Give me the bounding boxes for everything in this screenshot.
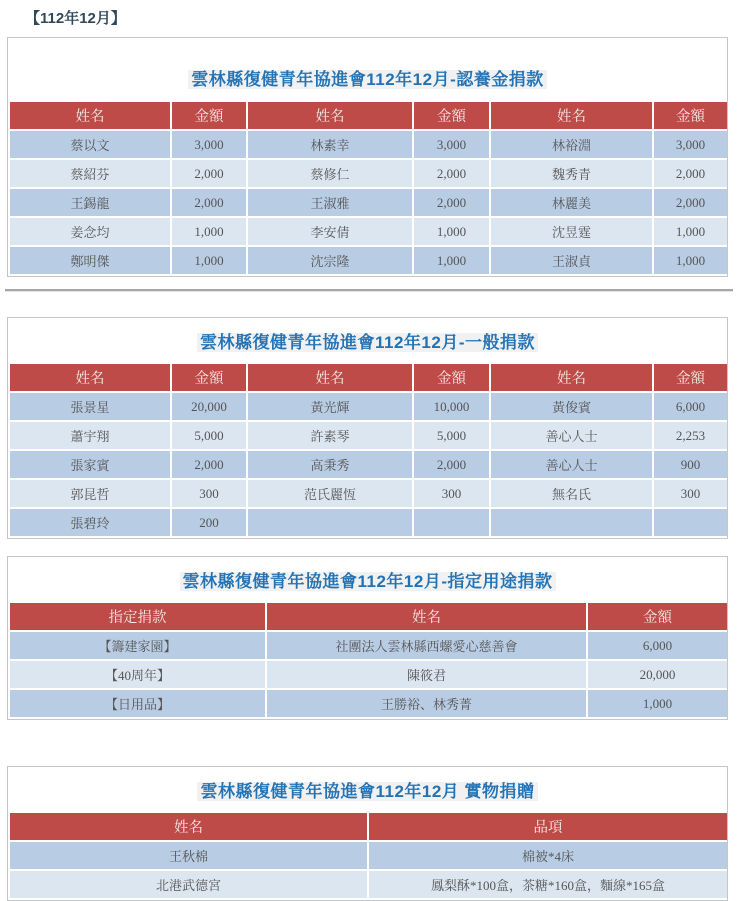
column-header: 姓名 — [248, 102, 412, 129]
table-cell — [491, 509, 652, 536]
table-title-text: 雲林縣復健青年協進會112年12月-一般捐款 — [197, 333, 538, 352]
column-header: 金額 — [172, 364, 246, 391]
table-cell: 2,000 — [172, 189, 246, 216]
table-cell: 王秋棉 — [10, 842, 367, 869]
table-row — [10, 451, 727, 478]
table-cell: 200 — [172, 509, 246, 536]
table-cell: 王淑雅 — [248, 189, 412, 216]
table-cell: 沈宗隆 — [248, 247, 412, 274]
table-cell: 張家賓 — [10, 451, 170, 478]
table-cell: 鄭明傑 — [10, 247, 170, 274]
table-row — [10, 160, 727, 187]
header-row — [10, 813, 727, 840]
table-cell: 20,000 — [588, 661, 727, 688]
table-cell: 2,000 — [654, 160, 727, 187]
table-cell: 張碧玲 — [10, 509, 170, 536]
column-header: 金額 — [588, 603, 727, 630]
table-cell: 王勝裕、林秀菁 — [267, 690, 586, 717]
table-cell: 2,000 — [172, 160, 246, 187]
table-cell: 張景星 — [10, 393, 170, 420]
table-cell — [654, 509, 727, 536]
table-cell: 300 — [172, 480, 246, 507]
column-header: 姓名 — [10, 102, 170, 129]
table-cell: 6,000 — [654, 393, 727, 420]
column-header: 姓名 — [10, 364, 170, 391]
table-cell: 300 — [654, 480, 727, 507]
column-header: 姓名 — [267, 603, 586, 630]
adoption-donation-table — [8, 100, 729, 276]
table-cell: 1,000 — [654, 247, 727, 274]
table-cell: 林素幸 — [248, 131, 412, 158]
table-cell: 無名氏 — [491, 480, 652, 507]
designated-donation-section — [7, 556, 728, 720]
table-row — [10, 247, 727, 274]
general-donation-table — [8, 362, 729, 538]
table-cell: 北港武德宮 — [10, 871, 367, 898]
table-cell: 3,000 — [414, 131, 489, 158]
table-cell: 6,000 — [588, 632, 727, 659]
table-cell: 5,000 — [414, 422, 489, 449]
table-cell: 蕭宇翔 — [10, 422, 170, 449]
table-cell: 3,000 — [654, 131, 727, 158]
in-kind-donation-section — [7, 766, 728, 901]
table-cell: 1,000 — [172, 218, 246, 245]
table-cell: 黃俊賓 — [491, 393, 652, 420]
table-cell: 沈昱霆 — [491, 218, 652, 245]
table-cell: 蔡修仁 — [248, 160, 412, 187]
column-header: 姓名 — [491, 364, 652, 391]
in-kind-donation-table — [8, 811, 729, 900]
table-cell: 陳筱君 — [267, 661, 586, 688]
column-header: 姓名 — [491, 102, 652, 129]
column-header: 金額 — [414, 102, 489, 129]
table-cell: 1,000 — [414, 218, 489, 245]
adoption-donation-section — [7, 37, 728, 277]
header-row — [10, 603, 727, 630]
table-cell: 鳳梨酥*100盒，茶糖*160盒，麵線*165盒 — [369, 871, 727, 898]
table-cell: 善心人士 — [491, 422, 652, 449]
column-header: 姓名 — [10, 813, 367, 840]
table-row — [10, 393, 727, 420]
table-cell: 20,000 — [172, 393, 246, 420]
table-title-text: 雲林縣復健青年協進會112年12月-認養金捐款 — [188, 70, 547, 89]
table-cell: 2,000 — [172, 451, 246, 478]
table-cell: 社團法人雲林縣西螺愛心慈善會 — [267, 632, 586, 659]
table-row — [10, 842, 727, 869]
table-cell: 【日用品】 — [10, 690, 265, 717]
column-header: 品項 — [369, 813, 727, 840]
table-row — [10, 871, 727, 898]
table-row — [10, 189, 727, 216]
table-cell: 【籌建家園】 — [10, 632, 265, 659]
table-cell: 林裕淵 — [491, 131, 652, 158]
table-cell: 2,000 — [414, 189, 489, 216]
column-header: 金額 — [414, 364, 489, 391]
table-cell: 蔡紹芬 — [10, 160, 170, 187]
table-cell: 棉被*4床 — [369, 842, 727, 869]
table-title — [8, 557, 727, 601]
table-cell: 蔡以文 — [10, 131, 170, 158]
table-cell: 王錫龍 — [10, 189, 170, 216]
table-cell: 1,000 — [654, 218, 727, 245]
general-donation-section — [7, 317, 728, 539]
table-cell: 5,000 — [172, 422, 246, 449]
table-row — [10, 661, 727, 688]
table-cell: 王淑貞 — [491, 247, 652, 274]
table-cell: 10,000 — [414, 393, 489, 420]
table-cell: 1,000 — [588, 690, 727, 717]
table-title-text: 雲林縣復健青年協進會112年12月-指定用途捐款 — [180, 572, 556, 591]
table-cell: 林麗美 — [491, 189, 652, 216]
table-row — [10, 632, 727, 659]
designated-donation-table — [8, 601, 729, 719]
table-cell: 2,253 — [654, 422, 727, 449]
table-cell: 黃光輝 — [248, 393, 412, 420]
header-row — [10, 102, 727, 129]
table-cell: 善心人士 — [491, 451, 652, 478]
table-title — [8, 767, 727, 811]
column-header: 金額 — [654, 102, 727, 129]
table-title-text: 雲林縣復健青年協進會112年12月 實物捐贈 — [197, 782, 537, 801]
header-row — [10, 364, 727, 391]
table-cell: 2,000 — [654, 189, 727, 216]
section-divider — [5, 289, 733, 292]
table-cell — [414, 509, 489, 536]
table-cell — [248, 509, 412, 536]
column-header: 金額 — [654, 364, 727, 391]
column-header: 金額 — [172, 102, 246, 129]
table-cell: 1,000 — [172, 247, 246, 274]
table-cell: 300 — [414, 480, 489, 507]
table-cell: 姜念均 — [10, 218, 170, 245]
table-cell: 1,000 — [414, 247, 489, 274]
table-cell: 高秉秀 — [248, 451, 412, 478]
table-row — [10, 480, 727, 507]
table-cell: 李安倩 — [248, 218, 412, 245]
table-row — [10, 690, 727, 717]
table-cell: 范氏麗恆 — [248, 480, 412, 507]
table-title — [8, 38, 727, 100]
table-cell: 魏秀青 — [491, 160, 652, 187]
table-cell: 3,000 — [172, 131, 246, 158]
table-row — [10, 131, 727, 158]
table-cell: 900 — [654, 451, 727, 478]
table-cell: 【40周年】 — [10, 661, 265, 688]
table-row — [10, 422, 727, 449]
column-header: 指定捐款 — [10, 603, 265, 630]
page-heading: 【112年12月】 — [25, 10, 126, 27]
table-title — [8, 318, 727, 362]
table-cell: 2,000 — [414, 160, 489, 187]
table-cell: 郭昆哲 — [10, 480, 170, 507]
column-header: 姓名 — [248, 364, 412, 391]
table-row — [10, 218, 727, 245]
table-row — [10, 509, 727, 536]
table-cell: 2,000 — [414, 451, 489, 478]
table-cell: 許素琴 — [248, 422, 412, 449]
